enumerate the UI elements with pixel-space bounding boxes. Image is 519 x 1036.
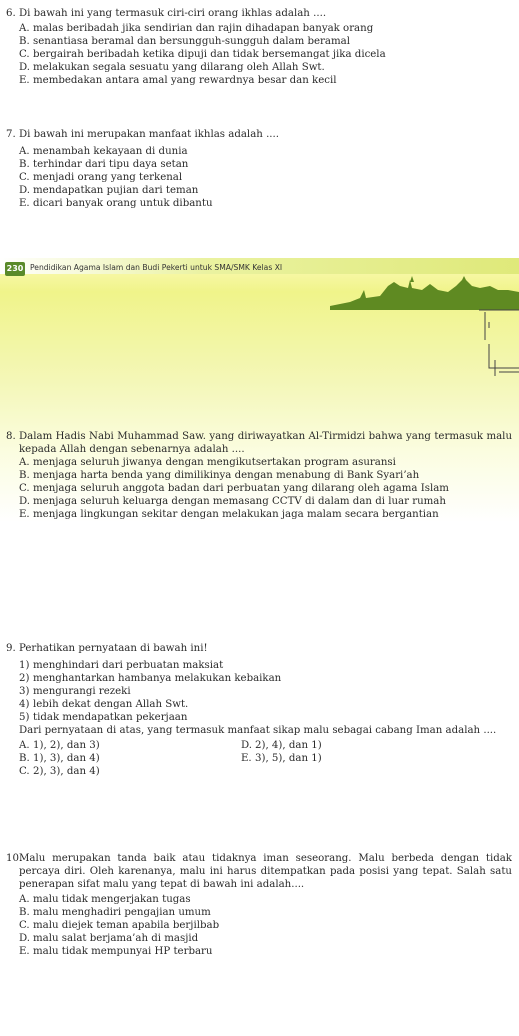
question-prompt: Dari pernyataan di atas, yang termasuk manfaat sikap malu sebagai cabang Iman adalah .... [19, 725, 497, 736]
page-number: 230 [5, 262, 25, 276]
option-c[interactable]: C. 2), 3), dan 4) [19, 766, 100, 777]
question-8 [6, 430, 512, 521]
statement-item: 3) mengurangi rezeki [19, 686, 131, 697]
question-number: 7. [6, 129, 16, 140]
option-c[interactable]: C. bergairah beribadah ketika dipuji dan tidak bersemangat jika dicela [19, 49, 386, 60]
question-6 [6, 7, 512, 87]
option-a[interactable]: A. malas beribadah jika sendirian dan rajin dihadapan banyak orang [19, 23, 374, 34]
option-row [6, 765, 512, 778]
question-number: 10. [6, 853, 23, 864]
statement-item: 2) menghantarkan hambanya melakukan kebaikan [19, 673, 282, 684]
option-e[interactable]: E. 3), 5), dan 1) [241, 753, 322, 764]
option-b[interactable]: B. malu menghadiri pengajian umum [19, 907, 211, 918]
option-a[interactable]: A. menambah kekayaan di dunia [19, 146, 188, 157]
question-stem: Perhatikan pernyataan di bawah ini! [19, 643, 208, 654]
option-b[interactable]: B. 1), 3), dan 4) [19, 753, 100, 764]
decorative-lines-icon [455, 300, 519, 380]
option-d[interactable]: D. mendapatkan pujian dari teman [19, 185, 199, 196]
option-e[interactable]: E. membedakan antara amal yang rewardnya besar dan kecil [19, 75, 337, 86]
question-stem: Dalam Hadis Nabi Muhammad Saw. yang diriwayatkan Al-Tirmidzi bahwa yang termasuk malu kepada Allah dengan sebenarnya adalah .... [19, 431, 512, 455]
question-9 [6, 642, 512, 778]
option-e[interactable]: E. dicari banyak orang untuk dibantu [19, 198, 213, 209]
option-d[interactable]: D. melakukan segala sesuatu yang dilarang oleh Allah Swt. [19, 62, 325, 73]
question-number: 8. [6, 431, 16, 442]
option-row [6, 739, 512, 752]
option-row [6, 752, 512, 765]
option-c[interactable]: C. malu diejek teman apabila berjilbab [19, 920, 220, 931]
option-d[interactable]: D. malu salat berjama’ah di masjid [19, 933, 199, 944]
question-stem: Di bawah ini yang termasuk ciri-ciri orang ikhlas adalah .... [19, 8, 327, 19]
option-a[interactable]: A. 1), 2), dan 3) [19, 740, 100, 751]
question-stem: Malu merupakan tanda baik atau tidaknya iman seseorang. Malu berbeda dengan tidak percaya diri. Oleh karenanya, malu ini harus ditempatkan pada posisi yang tepat. Salah satu penerapan sifat malu yang tepat di bawah ini adalah.... [19, 853, 512, 890]
book-title: Pendidikan Agama Islam dan Budi Pekerti untuk SMA/SMK Kelas XI [30, 263, 283, 272]
option-b[interactable]: B. senantiasa beramal dan bersungguh-sungguh dalam beramal [19, 36, 350, 47]
option-c[interactable]: C. menjaga seluruh anggota badan dari perbuatan yang dilarang oleh agama Islam [19, 483, 449, 494]
statement-item: 1) menghindari dari perbuatan maksiat [19, 660, 224, 671]
question-10 [6, 852, 512, 958]
question-stem: Di bawah ini merupakan manfaat ikhlas adalah .... [19, 129, 280, 140]
option-e[interactable]: E. malu tidak mempunyai HP terbaru [19, 946, 213, 957]
statement-item: 4) lebih dekat dengan Allah Swt. [19, 699, 189, 710]
option-b[interactable]: B. menjaga harta benda yang dimilikinya dengan menabung di Bank Syari’ah [19, 470, 420, 481]
statement-item: 5) tidak mendapatkan pekerjaan [19, 712, 188, 723]
option-d[interactable]: D. 2), 4), dan 1) [241, 740, 322, 751]
option-a[interactable]: A. menjaga seluruh jiwanya dengan mengikutsertakan program asuransi [19, 457, 396, 468]
option-e[interactable]: E. menjaga lingkungan sekitar dengan melakukan jaga malam secara bergantian [19, 509, 439, 520]
question-number: 6. [6, 8, 16, 19]
question-number: 9. [6, 643, 16, 654]
option-a[interactable]: A. malu tidak mengerjakan tugas [19, 894, 191, 905]
option-d[interactable]: D. menjaga seluruh keluarga dengan memasang CCTV di dalam dan di luar rumah [19, 496, 446, 507]
option-b[interactable]: B. terhindar dari tipu daya setan [19, 159, 189, 170]
question-7 [6, 128, 512, 210]
option-c[interactable]: C. menjadi orang yang terkenal [19, 172, 183, 183]
